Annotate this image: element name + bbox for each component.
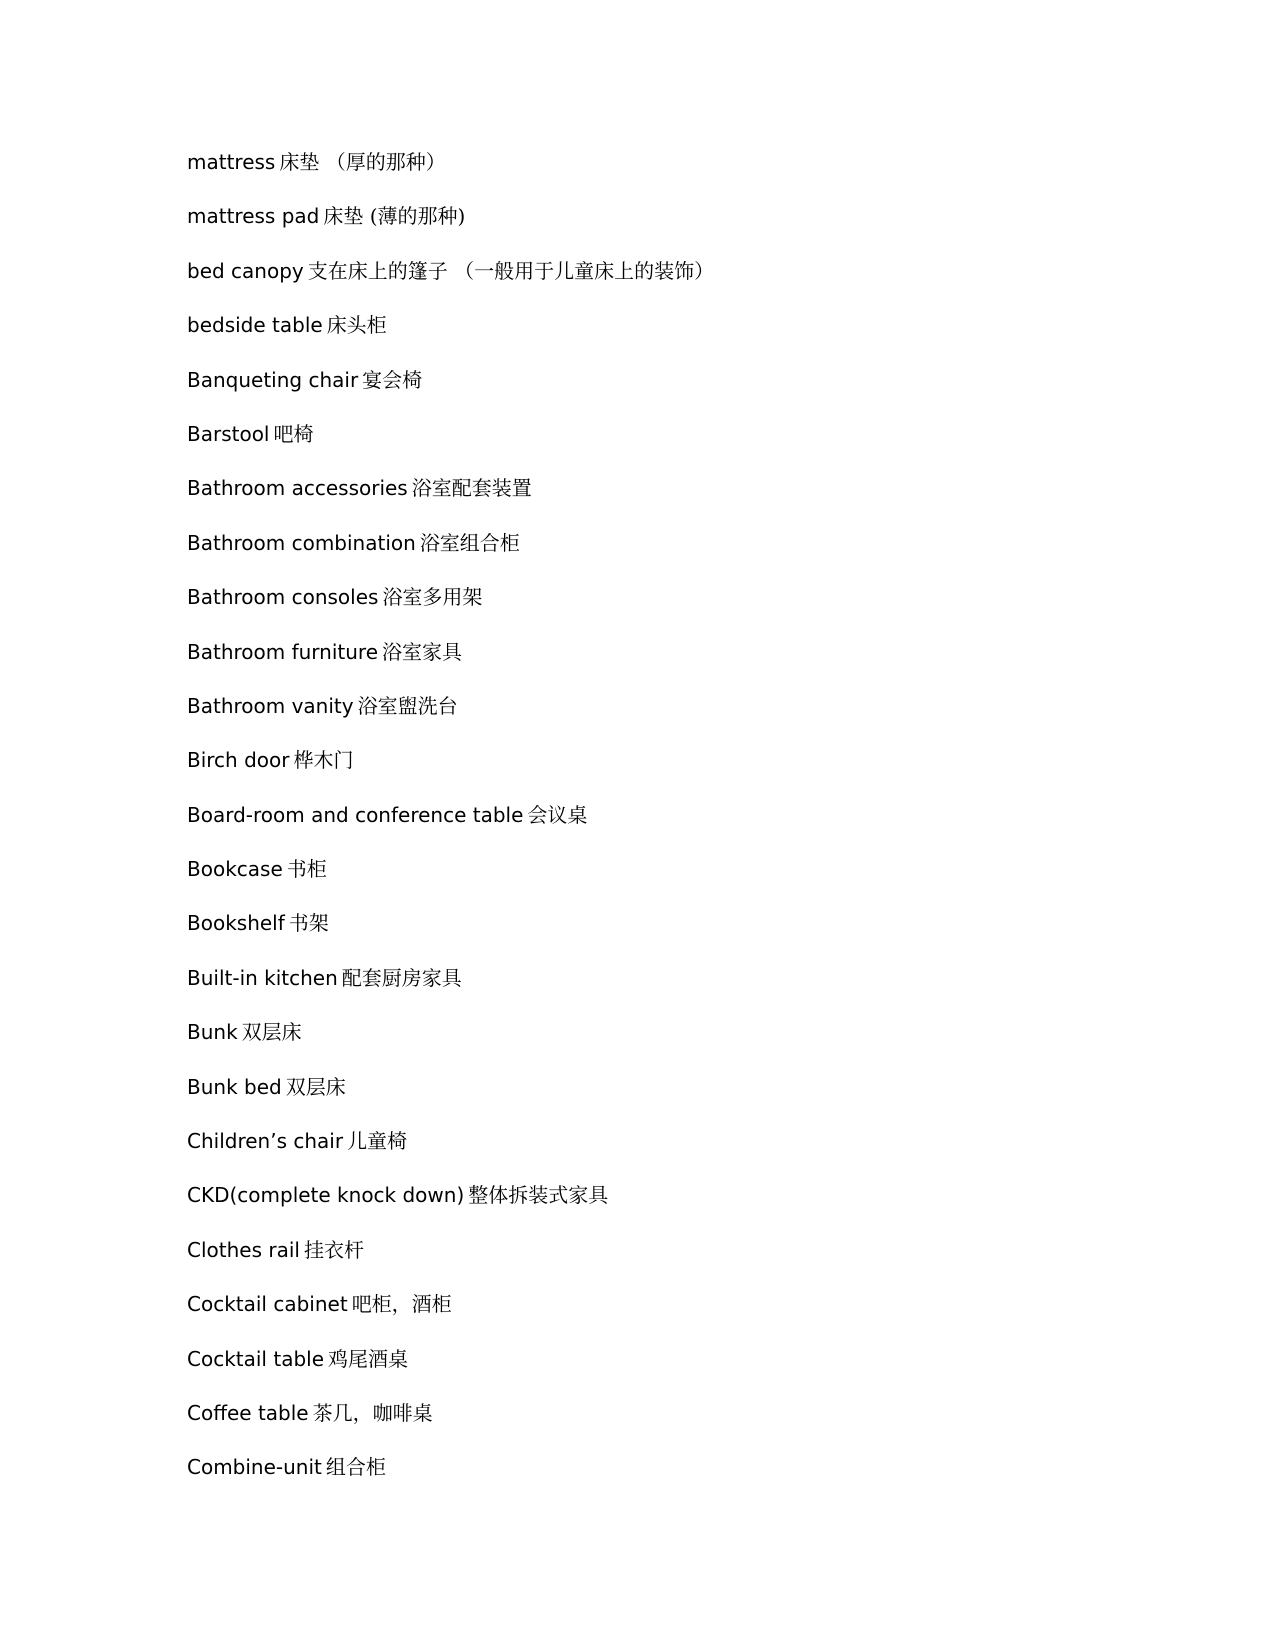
term-chinese: 宴会椅 xyxy=(362,367,423,392)
term-chinese: 浴室盥洗台 xyxy=(357,693,458,718)
term-chinese: 桦木门 xyxy=(293,748,354,773)
term-english: Built-in kitchen xyxy=(187,965,338,990)
term-chinese: 吧柜，酒柜 xyxy=(351,1292,452,1317)
term-english: Barstool xyxy=(187,421,270,446)
glossary-list xyxy=(187,145,1087,1505)
term-english: Banqueting chair xyxy=(187,367,359,392)
term-chinese: 配套厨房家具 xyxy=(341,965,462,990)
term-chinese: 会议桌 xyxy=(527,802,588,827)
list-item xyxy=(187,852,1087,906)
term-english: mattress pad xyxy=(187,204,320,229)
term-english: Birch door xyxy=(187,748,290,773)
list-item xyxy=(187,1015,1087,1069)
term-english: Bathroom consoles xyxy=(187,585,379,610)
list-item xyxy=(187,417,1087,471)
term-chinese: 整体拆装式家具 xyxy=(468,1183,609,1208)
list-item xyxy=(187,580,1087,634)
list-item xyxy=(187,798,1087,852)
list-item xyxy=(187,961,1087,1015)
list-item xyxy=(187,906,1087,960)
term-english: Combine-unit xyxy=(187,1455,322,1480)
list-item xyxy=(187,526,1087,580)
term-chinese: 浴室组合柜 xyxy=(419,530,520,555)
term-english: Cocktail table xyxy=(187,1346,325,1371)
term-chinese: 儿童椅 xyxy=(347,1129,408,1154)
list-item xyxy=(187,308,1087,362)
list-item xyxy=(187,1342,1087,1396)
term-english: Coffee table xyxy=(187,1400,309,1425)
list-item xyxy=(187,1450,1087,1504)
term-english: Bunk bed xyxy=(187,1074,282,1099)
term-chinese: 浴室多用架 xyxy=(382,585,483,610)
term-chinese: 床垫 （厚的那种） xyxy=(279,150,446,174)
list-item xyxy=(187,254,1087,308)
list-item xyxy=(187,1124,1087,1178)
term-english: Bookcase xyxy=(187,857,283,882)
term-english: CKD(complete knock down) xyxy=(187,1183,465,1208)
term-english: Bunk xyxy=(187,1020,238,1045)
term-chinese: 浴室家具 xyxy=(382,639,463,664)
term-chinese: 组合柜 xyxy=(325,1455,386,1480)
list-item xyxy=(187,363,1087,417)
term-chinese: 吧椅 xyxy=(273,421,314,446)
list-item xyxy=(187,1070,1087,1124)
term-english: Bathroom furniture xyxy=(187,639,379,664)
list-item xyxy=(187,635,1087,689)
list-item xyxy=(187,1396,1087,1450)
term-chinese: 茶几，咖啡桌 xyxy=(312,1400,433,1425)
term-chinese: 支在床上的篷子 （一般用于儿童床上的装饰） xyxy=(307,258,715,283)
term-chinese: 浴室配套装置 xyxy=(411,476,532,501)
term-english: mattress xyxy=(187,150,276,174)
list-item xyxy=(187,689,1087,743)
term-chinese: 床垫 (薄的那种) xyxy=(323,204,466,229)
list-item xyxy=(187,1178,1087,1232)
term-chinese: 挂衣杆 xyxy=(303,1237,364,1262)
term-chinese: 书柜 xyxy=(286,857,327,882)
list-item xyxy=(187,471,1087,525)
term-english: Bathroom combination xyxy=(187,530,416,555)
term-chinese: 鸡尾酒桌 xyxy=(328,1346,409,1371)
term-english: Children’s chair xyxy=(187,1129,344,1154)
term-english: Cocktail cabinet xyxy=(187,1292,348,1317)
list-item xyxy=(187,145,1087,199)
term-english: Bathroom accessories xyxy=(187,476,408,501)
term-chinese: 双层床 xyxy=(241,1020,302,1045)
term-english: bedside table xyxy=(187,313,323,338)
term-chinese: 书架 xyxy=(288,911,329,936)
list-item xyxy=(187,1287,1087,1341)
term-english: bed canopy xyxy=(187,258,304,283)
list-item xyxy=(187,1233,1087,1287)
term-english: Bathroom vanity xyxy=(187,693,354,718)
term-chinese: 双层床 xyxy=(285,1074,346,1099)
list-item xyxy=(187,199,1087,253)
term-english: Clothes rail xyxy=(187,1237,300,1262)
term-english: Board-room and conference table xyxy=(187,802,524,827)
list-item xyxy=(187,743,1087,797)
term-chinese: 床头柜 xyxy=(326,313,387,338)
term-english: Bookshelf xyxy=(187,911,285,936)
